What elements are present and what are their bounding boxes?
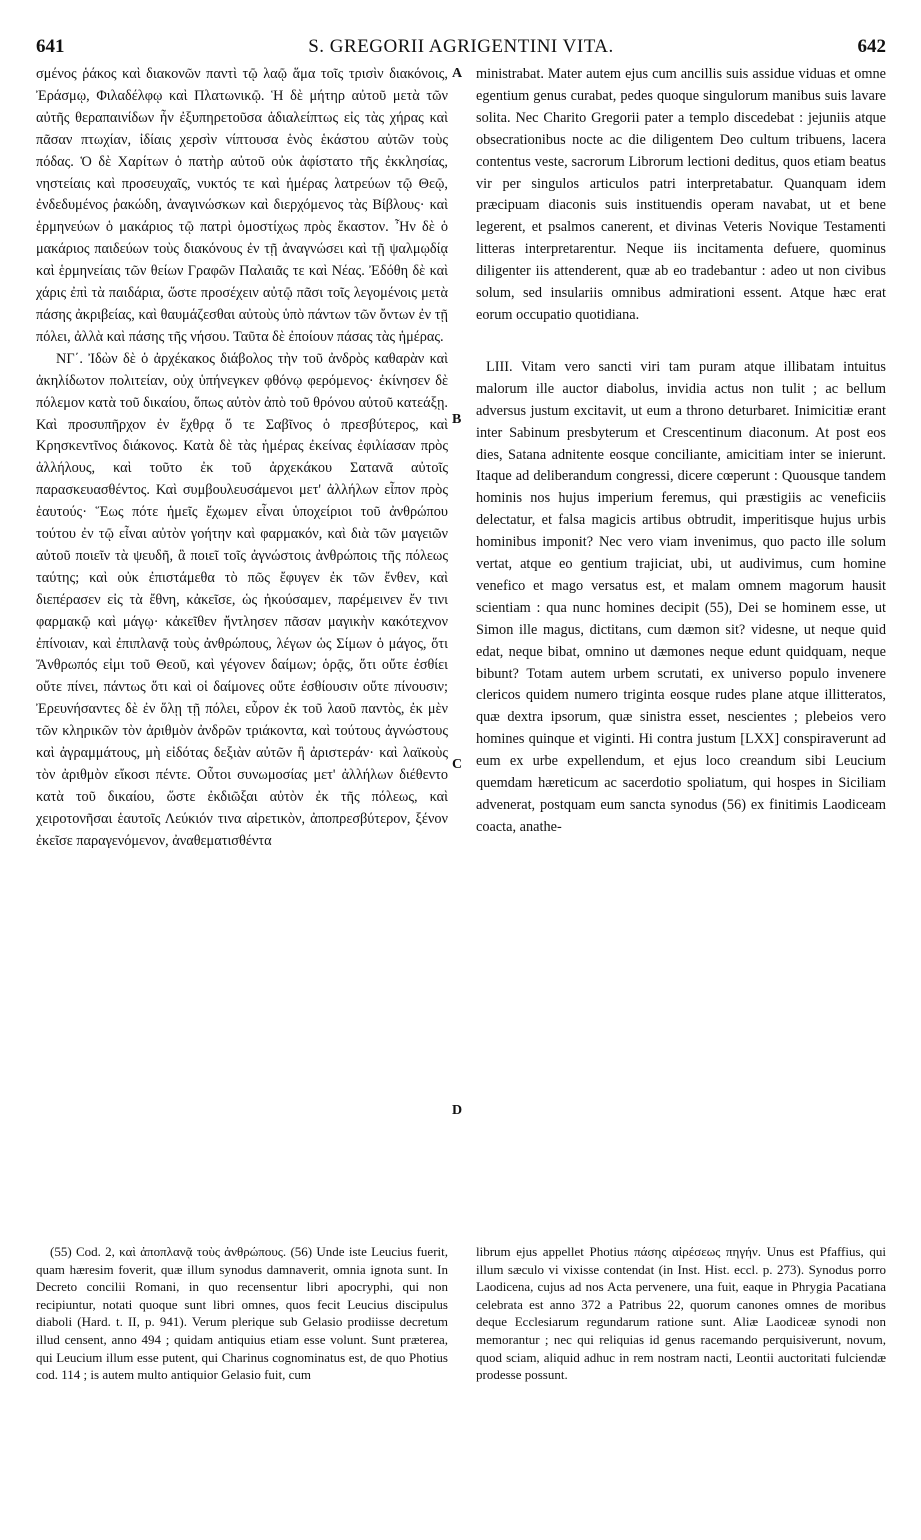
greek-column (36, 64, 448, 853)
greek-paragraph-1: σμένος ῥάκος καὶ διακονῶν παντὶ τῷ λαῷ ἅμα τοῖς τρισὶν διακόνοις, Ἐράσμῳ, Φιλαδέλφῳ καὶ Πλατωνικῷ. Ἡ δὲ μήτηρ αὐτοῦ μετὰ τῶν αὐτῆς θεραπαινίδων ἦν ἐξυπηρετοῦσα ἀδιαλείπτως εἰς τὰς χήρας καὶ πᾶσαν πτωχίαν, ἰδίαις χερσὶν νίπτουσα ἑνὸς ἑκάστου αὐτῶν τοὺς πόδας. Ὁ δὲ Χαρίτων ὁ πατὴρ αὐτοῦ οὐκ ἀφίστατο τῆς ἐκκλησίας, νηστείαις καὶ προσευχαῖς, νυκτός τε καὶ ἡμέρας λατρεύων τῷ Θεῷ, ἐνδεδυμένος ῥακώδη, ἀναγινώσκων καὶ διερχόμενος τὰς Βίβλους· καὶ ἑρμηνεύων ὁ μακάριος τῷ πατρὶ ὁμοστίχως πρὸς ἕκαστον. Ἦν δὲ ὁ μακάριος παιδεύων τοὺς διακόνους ἐν τῇ ἀναγνώσει καὶ τῇ ψαλμῳδίᾳ καὶ ἑρμηνείαις τῶν θείων Γραφῶν Παλαιᾶς τε καὶ Νέας. Ἐδόθη δὲ καὶ χάρις ἐπὶ τὰ παιδάρια, ὥστε προσέχειν αὐτῷ πᾶσι τοῖς λεγομένοις μετὰ πάσης ἀκριβείας, καὶ θαυμάζεσθαι αὐτοὺς ὑπὸ πάντων τῶν ὄντων ἐν τῇ πόλει, ἀλλὰ καὶ πάσης τῆς νήσου. Ταῦτα δὲ ἐποίουν πάσας τὰς ἡμέρας. (36, 66, 448, 345)
footnotes-right (476, 1243, 886, 1384)
page-number-right: 642 (857, 36, 886, 57)
section-marker-b: B (452, 412, 462, 427)
section-marker-a: A (452, 66, 463, 81)
section-marker-c: C (452, 757, 463, 772)
latin-paragraph-1: ministrabat. Mater autem ejus cum ancillis suis assidue viduas et omne egentium genus curabat, pedes quoque singulorum manibus suis lavare solita. Nec Charito Gregorii pater a templo discedebat : jejuniis atque obsecrationibus nocte ac die diligentem Deo cultum tribuens, lacera contentus veste, sacrorum Librorum lectioni deditus, quos etiam beatus vir per singulos articulos patri interpretabatur. Quanquam idem præcipuam diaconis suis instituendis operam navabat, ut et bene legerent, et psalmos canerent, et divinas Veteris Novique Testamenti litteras interpretarentur. Neque iis incitamenta defuere, quominus diligenter iis attenderent, quæ ab eo tradebantur : adeo ut non civibus solum, sed insulariis omnibus admirationi essent. Atque hæc erat eorum occupatio quotidiana. (476, 66, 886, 323)
running-title: S. GREGORII AGRIGENTINI VITA. (308, 36, 614, 57)
latin-paragraph-2: LIII. Vitam vero sancti viri tam puram atque illibatam intuitus malorum ille auctor diabolus, invidia actus non tulit ; ac bellum adversus justum excitavit, ut eum a throno deturbaret. Inimicitiæ erant inter Sabinum presbyterum et Crescentinum diaconum. At post eos dies, Satana adnitente eosque conciliante, amicitiam inter se inierunt. Itaque ad deliberandum congressi, dicere cœperunt : Quousque tandem hominis nos hujus imperium feremus, qui præstigiis ac veneficiis delectatur, et falsa magicis artibus obtrudit, imperitisque hujus urbis hominibus imponit? Nec vero viam invenimus, quo pacto ille solum vertat, atque eo gentium trajiciat, ubi, ut audivimus, cum homine venefico et mago versatus est, et malam omnem magorum hausit scientiam : qua nunc homines decipit (55), Dei se hominem esse, ut Simon ille magus, dictitans, cum dæmon sit? videsne, ut neque quid edat, neque bibat, omnino ut dæmones neque edunt quidquam, neque bibunt? Totam autem urbem scrutati, ex universo populo invenere clericos quidem numero triginta eosque rudes plane atque illitteratos, quæ dextra ipsorum, quæ sinistra esset, nescientes ; plebeios vero homines quinque et viginti. Hi contra justum [LXX] conspiraverunt ad eum ex urbe expellendum, et ejus loco creandum sibi Leucium quemdam hæreticum ac sacerdotio spoliatum, qui hospes in Siciliam advenerat, postquam eum sancta synodus (56) ex finitimis Laodiceam coacta, anathe- (476, 358, 886, 835)
page-header (36, 34, 886, 60)
greek-paragraph-2: ΝΓ΄. Ἰδὼν δὲ ὁ ἀρχέκακος διάβολος τὴν τοῦ ἀνδρὸς καθαρὰν καὶ ἀκηλίδωτον πολιτείαν, οὐχ ὑπήνεγκεν φθόνῳ φερόμενος· ἐκίνησεν δὲ πόλεμον κατὰ τοῦ δικαίου, ὅπως αὐτὸν ἀπὸ τοῦ θρόνου αὐτοῦ κατεάξῃ. Καὶ προσυπῆρχον ἐν ἔχθρᾳ ὅ τε Σαβῖνος ὁ πρεσβύτερος, καὶ Κρησκεντῖνος διάκονος. Κατὰ δὲ τὰς ἡμέρας ἐκείνας ἐφιλίασαν πρὸς ἀλλήλους, καὶ τοῦτο ἐκ τοῦ ἀρχεκάκου Σατανᾶ αὐτοῖς παρασκευασθέντος. Καὶ συμβουλευσάμενοι μετ' ἀλλήλων εἶπον πρὸς ἑαυτούς· Ἕως πότε ἡμεῖς ἔχωμεν εἶναι ὑποχείριοι τοῦ ἀνθρώπου τούτου ἐν τῷ εἶναι αὐτὸν γοήτην καὶ φαρμακόν, καὶ διὰ τῶν μαγειῶν αὐτοῦ ποιεῖν τὰ ψευδῆ, ἃ ποιεῖ τοῖς ἀγνώστοις ἀνθρώποις τῆς πόλεως ταύτης; καὶ οὐκ ἐπιστάμεθα τὸ πῶς ἔφυγεν ἐκ τῶν ἔνθεν, καὶ διεπέρασεν εἰς τὰ ἔθνη, κἀκεῖσε, ὡς ἠκούσαμεν, παρέμεινεν ἔν τινι φαρμακῷ καὶ μάγῳ· κἀκεῖθεν ἤντλησεν πᾶσαν μαγικὴν κακότεχνον ἐπίνοιαν, καὶ ἐπιπλανᾷ τοὺς ἀνθρώπους, λέγων ὡς Σίμων ὁ μάγος, ὅτι Ἄνθρωπός εἰμι τοῦ Θεοῦ, καὶ γέγονεν δαίμων; ὁρᾷς, ὅτι οὔτε ἐσθίει οὔτε πίνει, πάντως ὅτι καὶ οἱ δαίμονες οὔτε ἐσθίουσιν οὔτε πίνουσιν; Ἐρευνήσαντες δὲ ἐν ὅλῃ τῇ πόλει, εὗρον ἐκ τοῦ λαοῦ παντὸς, ἐκ μὲν τῶν κληρικῶν τὸν ἀριθμὸν ἀνδρῶν τριάκοντα, καὶ τούτους ἀγνώστους καὶ ἀγραμμάτους, μὴ εἰδότας δεξιὰν αὐτῶν ἢ ἀριστεράν· καὶ λαϊκοὺς τὸν ἀριθμὸν εἴκοσι πέντε. Οὗτοι συνωμοσίας μετ' ἀλλήλων διέθεντο κατὰ τοῦ δικαίου, ὥστε ἐκδιῶξαι αὐτὸν ἐκ τῆς πόλεως, καὶ χειροτονῆσαι ἑαυτοῖς Λεύκιόν τινα αἱρετικὸν, ἀποπρεσβύτερον, ξένον ἐκεῖσε παραγενόμενον, ἀναθεματισθέντα (36, 350, 448, 849)
footnotes-left (36, 1243, 448, 1384)
footnote-text-right: librum ejus appellet Photius πάσης αἱρέσεως πηγήν. Unus est Pfaffius, qui illum sæculo vi vixisse contendat (in Inst. Hist. eccl. p. 273). Synodus porro Laodicena, cujus ad nos Acta pervenere, una fuit, eaque in Phrygia Pacatiana celebrata est anno 372 a Patribus 22, quorum canones omnes de moribus deque Ecclesiarum regundarum ratione sunt. Aliæ Laodiceæ synodi non memorantur ; nec qui reliquias id genus racemando perquisiverunt, novum, quod sciam, aliquid adhuc in rem nostram nacti, Leontii auctoritati fulciendæ prodesse possunt. (476, 1244, 886, 1383)
section-marker-d: D (452, 1103, 463, 1118)
page-number-left: 641 (36, 36, 65, 57)
footnote-text-left: (55) Cod. 2, καὶ ἀποπλανᾷ τοὺς ἀνθρώπους. (56) Unde iste Leucius fuerit, quam hæresim foverit, quæ illum synodus damnaverit, omnia ignota sunt. In Decreto concilii Romani, in quo recensentur libri apocryphi, qui non recipiuntur, notati quoque sunt libri omnes, quos fecit Leucius discipulus diaboli (Hard. t. II, p. 941). Verum plerique sub Gelasio prodiisse decretum illud censent, anno 494 ; quidam antiquius etiam esse volunt. Sunt præterea, qui Leucium illum esse putent, qui Charinus cognominatus est, de quo Photius cod. 114 ; is autem multo antiquior Gelasio fuit, cum (36, 1244, 448, 1383)
latin-column (476, 64, 886, 839)
